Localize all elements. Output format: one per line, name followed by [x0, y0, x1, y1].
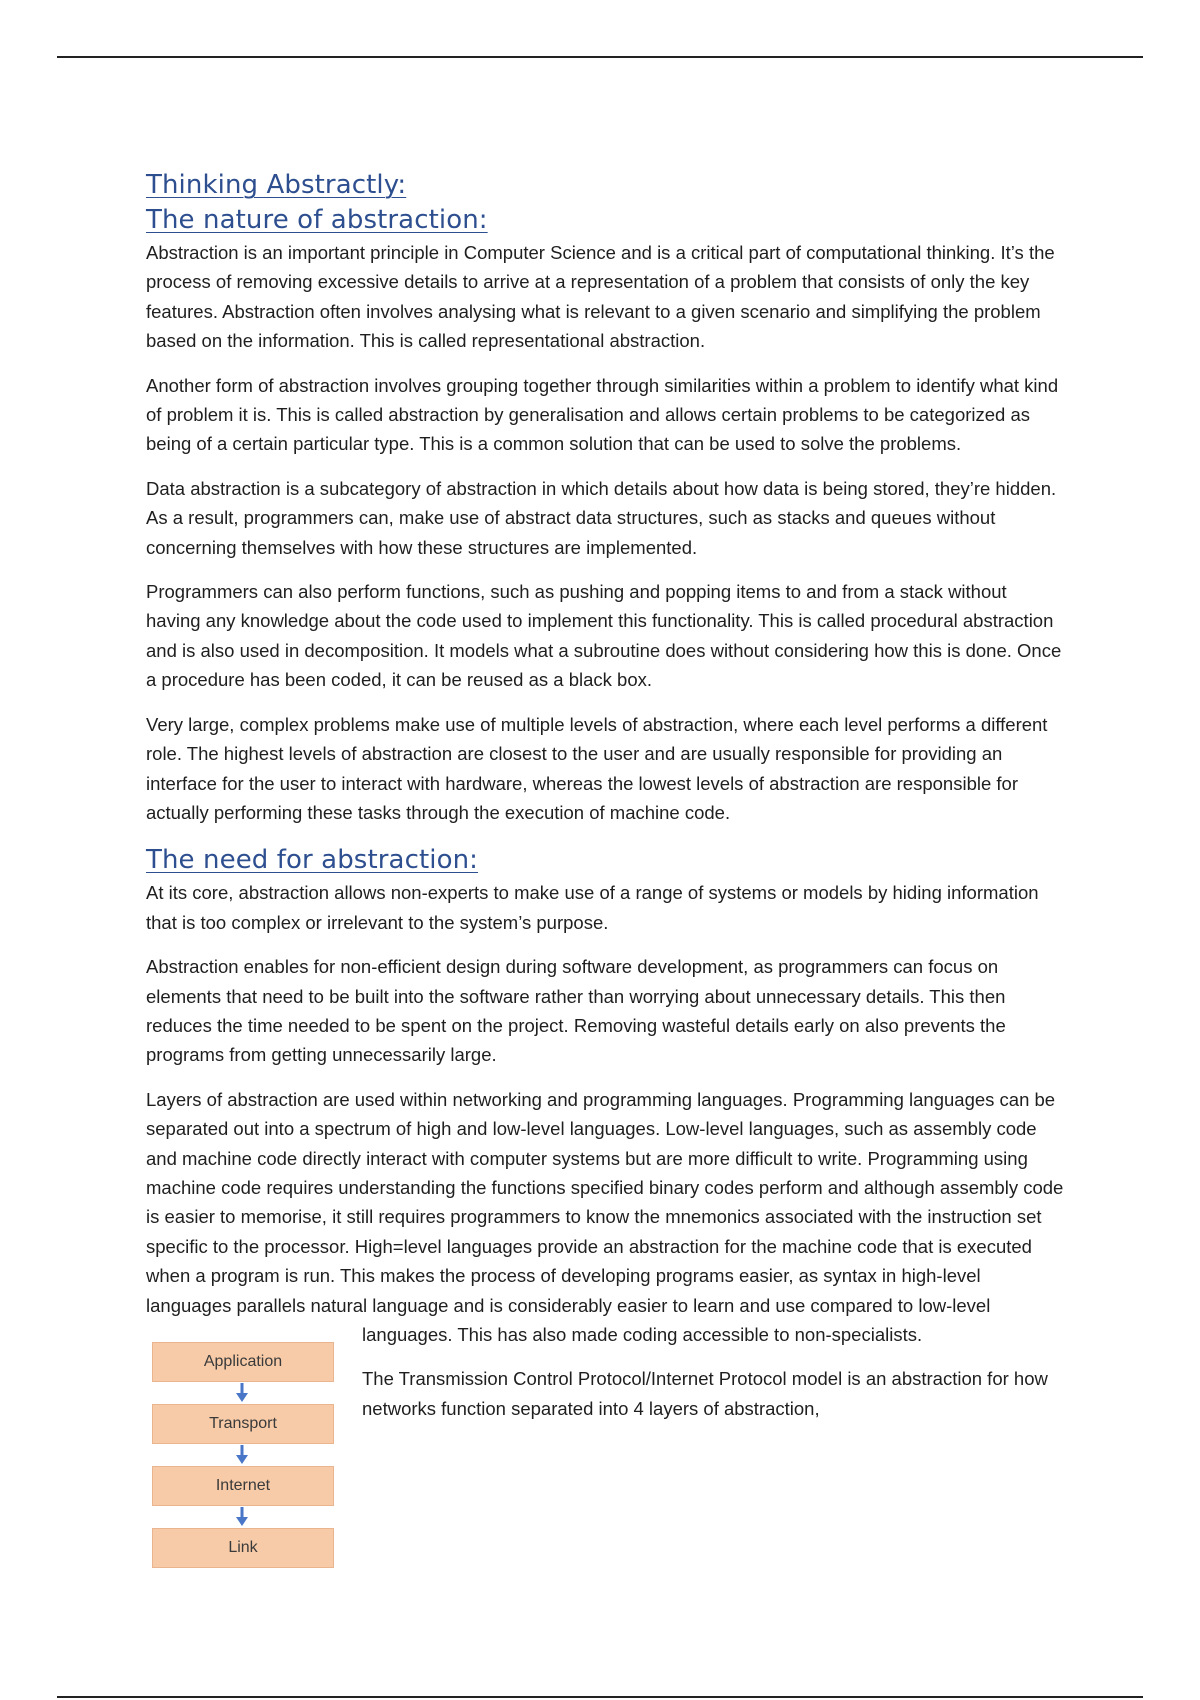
- tcp-ip-layer-diagram: [144, 1320, 344, 1568]
- paragraph: At its core, abstraction allows non-experts to make use of a range of systems or models by hiding information that is too complex or irrelevant to the system’s purpose.: [146, 882, 1039, 933]
- footer-rule: [57, 1696, 1143, 1698]
- down-arrow-icon: [152, 1444, 332, 1466]
- layer-box-transport: Transport: [152, 1404, 334, 1444]
- diagram-side-text: [362, 1320, 1066, 1438]
- paragraph: Programmers can also perform functions, such as pushing and popping items to and from a stack without having any knowledge about the code used to implement this functionality. This is called procedural abstraction and is also used in decomposition. It models what a subroutine does without considering how this is done. Once a procedure has been coded, it can be reused as a black box.: [146, 581, 1062, 691]
- paragraph: Abstraction enables for non-efficient design during software development, as programmers can focus on elements that need to be built into the software rather than worrying about unnecessary details. This then reduces the time needed to be spent on the project. Removing wasteful details early on also prevents the programs from getting unnecessarily large.: [146, 956, 1006, 1066]
- page-title: Thinking Abstractly:: [146, 170, 407, 200]
- paragraph: languages. This has also made coding accessible to non-specialists.: [362, 1324, 923, 1345]
- document-body: [146, 168, 1066, 1568]
- paragraph: Another form of abstraction involves grouping together through similarities within a problem to identify what kind of problem it is. This is called abstraction by generalisation and allows certain problems to be categorized as being of a certain particular type. This is a common solution that can be used to solve the problems.: [146, 374, 1059, 455]
- layer-box-application: Application: [152, 1342, 334, 1382]
- paragraph: Abstraction is an important principle in Computer Science and is a critical part of computational thinking. It’s the process of removing excessive details to arrive at a representation of a problem that consists of only the key features. Abstraction often involves analysing what is relevant to a given scenario and simplifying the problem based on the information. This is called representational abstraction.: [146, 242, 1055, 352]
- header-rule: [57, 56, 1143, 58]
- down-arrow-icon: [152, 1382, 332, 1404]
- paragraph: Layers of abstraction are used within networking and programming languages. Programming languages can be separated out into a spectrum of high and low-level languages. Low-level languages, such as assembly code and machine code directly interact with computer systems but are more difficult to write. Programming using machine code requires understanding the functions specified binary codes perform and although assembly code is easier to memorise, it still requires programmers to know the mnemonics associated with the instruction set specific to the processor. High=level languages provide an abstraction for the machine code that is executed when a program is run. This makes the process of developing programs easier, as syntax in high-level languages parallels natural language and is considerably easier to learn and use compared to low-level: [146, 1088, 1064, 1316]
- layer-box-internet: Internet: [152, 1466, 334, 1506]
- paragraph: Very large, complex problems make use of multiple levels of abstraction, where each level performs a different role. The highest levels of abstraction are closest to the user and are usually responsible for providing an interface for the user to interact with hardware, whereas the lowest levels of abstraction are responsible for actually performing these tasks through the execution of machine code.: [146, 713, 1048, 823]
- section-heading-need: The need for abstraction:: [146, 845, 479, 876]
- down-arrow-icon: [152, 1506, 332, 1528]
- layer-box-link: Link: [152, 1528, 334, 1568]
- diagram-row: [146, 1320, 1066, 1568]
- section-heading-nature: The nature of abstraction:: [146, 205, 488, 235]
- paragraph: Data abstraction is a subcategory of abstraction in which details about how data is being stored, they’re hidden. As a result, programmers can, make use of abstract data structures, such as stacks and queues without concerning themselves with how these structures are implemented.: [146, 477, 1057, 558]
- paragraph: The Transmission Control Protocol/Internet Protocol model is an abstraction for how networks function separated into 4 layers of abstraction,: [362, 1368, 1048, 1419]
